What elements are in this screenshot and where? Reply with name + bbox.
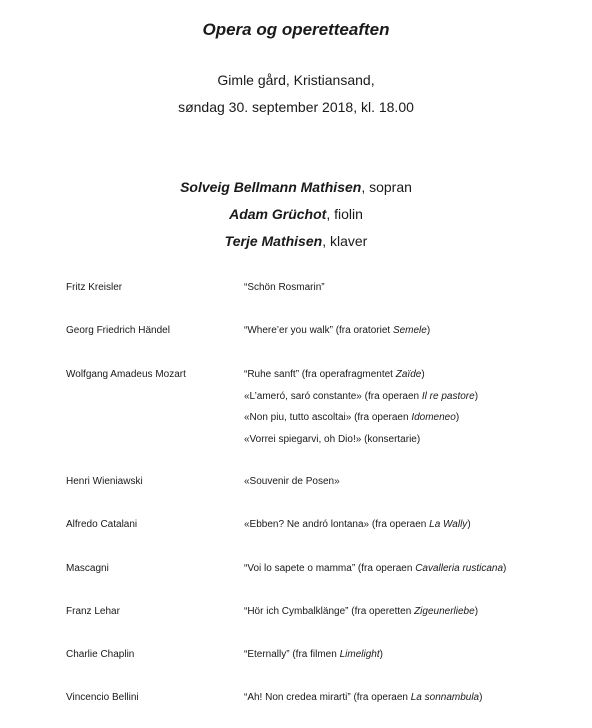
work-title: «L’ameró, saró constante» (fra operaen Il re pastore) xyxy=(244,391,479,402)
work-title: «Non piu, tutto ascoltai» (fra operaen Idomeneo) xyxy=(244,412,460,423)
work-title: «Souvenir de Posen» xyxy=(244,476,340,487)
composer-name: Fritz Kreisler xyxy=(66,282,123,293)
performer-role: , fiolin xyxy=(326,206,363,222)
work-title: “Hör ich Cymbalklänge” (fra operetten Zigeunerliebe) xyxy=(244,606,479,617)
performer-name: Solveig Bellmann Mathisen xyxy=(180,179,362,195)
date-line: søndag 30. september 2018, kl. 18.00 xyxy=(178,99,414,115)
work-title: «Vorrei spiegarvi, oh Dio!» (konsertarie) xyxy=(244,434,421,445)
composer-name: Alfredo Catalani xyxy=(66,519,138,530)
work-title: “Voi lo sapete o mamma” (fra operaen Cavalleria rusticana) xyxy=(244,563,507,574)
performer-soprano xyxy=(0,179,592,195)
composer-name: Charlie Chaplin xyxy=(66,649,135,660)
performer-role: , sopran xyxy=(361,179,412,195)
venue-line: Gimle gård, Kristiansand, xyxy=(217,72,375,88)
work-title: “Eternally” (fra filmen Limelight) xyxy=(244,649,383,660)
work-title: «Ebben? Ne andró lontana» (fra operaen La Wally) xyxy=(244,519,471,530)
work-title: “Ruhe sanft” (fra operafragmentet Zaïde) xyxy=(244,369,425,380)
performer-piano xyxy=(0,233,592,249)
composer-name: Henri Wieniawski xyxy=(66,476,143,487)
work-title: “Schön Rosmarin” xyxy=(244,282,325,293)
work-title: “Ah! Non credea mirarti” (fra operaen La sonnambula) xyxy=(244,692,483,703)
composer-name: Vincencio Bellini xyxy=(66,692,139,703)
performer-role: , klaver xyxy=(322,233,368,249)
page-title: Opera og operetteaften xyxy=(202,20,390,39)
composer-name: Wolfgang Amadeus Mozart xyxy=(66,369,186,380)
performer-violin xyxy=(0,206,592,222)
work-title: “Where’er you walk” (fra oratoriet Semele) xyxy=(244,325,431,336)
composer-name: Mascagni xyxy=(66,563,109,574)
performer-name: Adam Grüchot xyxy=(229,206,327,222)
composer-name: Franz Lehar xyxy=(66,606,120,617)
composer-name: Georg Friedrich Händel xyxy=(66,325,170,336)
performer-name: Terje Mathisen xyxy=(224,233,323,249)
